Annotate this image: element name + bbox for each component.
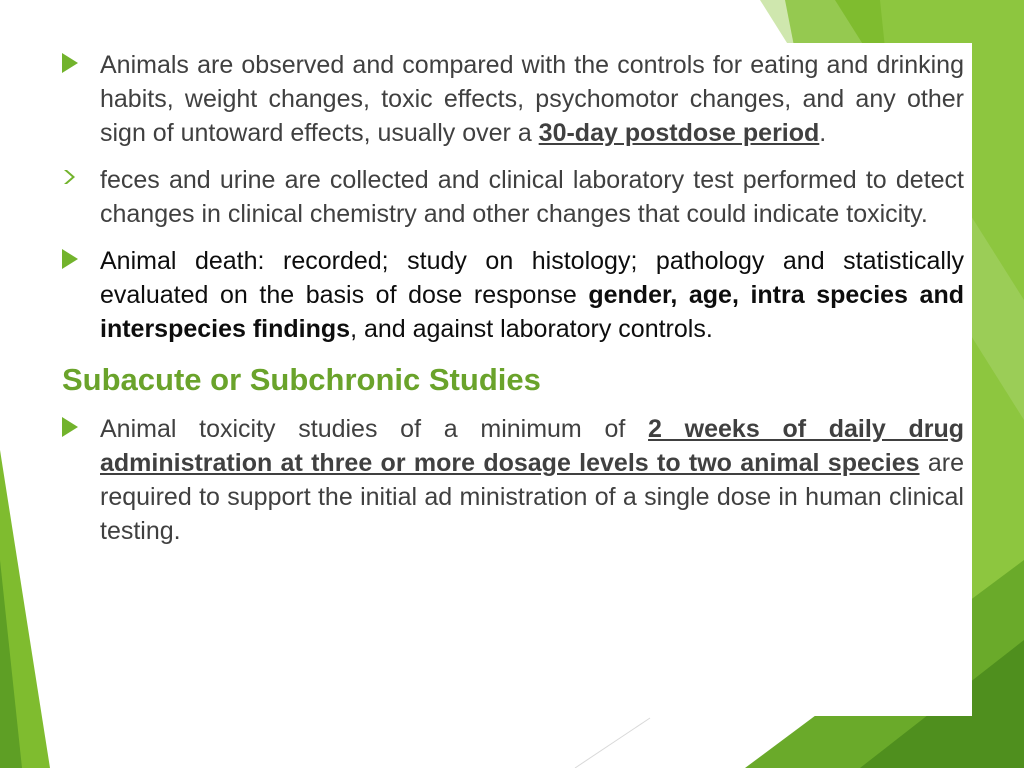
triangle-bullet-icon (62, 249, 78, 269)
bullet-text: feces and urine are collected and clinical laboratory test performed to detect changes in clinical chemistry and other changes that could indicate toxicity. (100, 166, 964, 228)
bullet-item (60, 48, 964, 150)
bullet-text: Animals are observed and compared with the controls for eating and drinking habits, weight changes, toxic effects, psychomotor changes, and any other sign of untoward effects, usually over a (100, 51, 964, 147)
bullet-emphasis: 2 weeks of daily drug administration at three or more dosage levels to two animal species (100, 415, 964, 477)
triangle-bullet-icon (62, 417, 78, 437)
bullet-emphasis: 30-day postdose period (538, 119, 820, 147)
bullet-text: Animal toxicity studies of a minimum of (100, 415, 649, 443)
bullet-item (60, 244, 964, 346)
chevron-bullet-icon (62, 168, 78, 186)
bullet-emphasis: gender, age, intra species and interspecies findings (100, 281, 964, 343)
section-heading: Subacute or Subchronic Studies (62, 362, 541, 397)
triangle-bullet-icon (62, 53, 78, 73)
bullet-item (60, 163, 964, 231)
bullet-text: , and against laboratory controls. (350, 315, 713, 343)
bullet-item (60, 412, 964, 548)
bullet-text: are required to support the initial ad ministration of a single dose in human clinical testing. (100, 449, 964, 545)
bullet-text: . (819, 119, 827, 147)
slide-content (60, 48, 964, 548)
bullet-text: Animal death: recorded; study on histology; pathology and statistically evaluated on the basis of dose response (100, 247, 964, 309)
